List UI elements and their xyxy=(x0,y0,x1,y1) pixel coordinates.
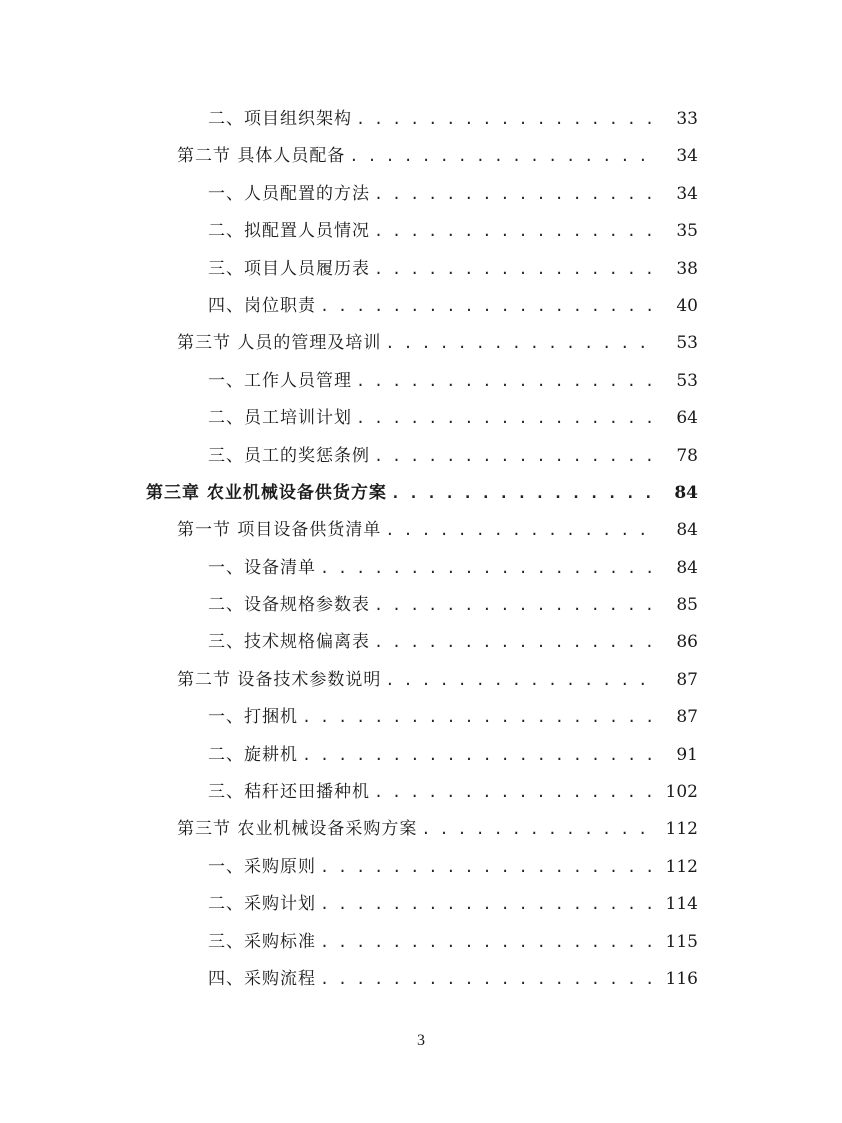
dot-leader xyxy=(320,961,656,998)
toc-entry-page: 34 xyxy=(676,146,698,167)
toc-entry[interactable] xyxy=(0,101,842,138)
toc-entry-page: 85 xyxy=(676,595,698,616)
dot-leader xyxy=(374,176,656,213)
toc-entry-title: 第三章 农业机械设备供货方案 xyxy=(146,482,387,503)
toc-entry-title: 第三节 农业机械设备采购方案 xyxy=(177,819,418,840)
dot-leader xyxy=(374,587,656,624)
dot-leader xyxy=(320,886,656,923)
dot-leader xyxy=(356,363,656,400)
toc-entry-title: 第二节 具体人员配备 xyxy=(177,146,346,167)
dot-leader xyxy=(349,138,656,175)
toc-entry-title: 三、秸秆还田播种机 xyxy=(208,782,370,803)
dot-leader xyxy=(385,512,656,549)
dot-leader xyxy=(374,774,656,811)
dot-leader xyxy=(356,400,656,437)
toc-entry-title: 第三节 人员的管理及培训 xyxy=(177,333,382,354)
toc-entry-title: 一、工作人员管理 xyxy=(208,370,352,391)
toc-entry-page: 64 xyxy=(676,408,698,429)
dot-leader xyxy=(320,924,656,961)
toc-entry-page: 84 xyxy=(676,520,698,541)
toc-entry[interactable] xyxy=(0,176,842,213)
toc-entry[interactable] xyxy=(0,737,842,774)
toc-entry-title: 二、设备规格参数表 xyxy=(208,595,370,616)
dot-leader xyxy=(320,550,656,587)
toc-entry-title: 四、采购流程 xyxy=(208,968,316,989)
toc-entry-page: 115 xyxy=(665,931,698,952)
toc-entry-title: 四、岗位职责 xyxy=(208,295,316,316)
toc-entry[interactable] xyxy=(0,325,842,362)
dot-leader xyxy=(302,737,656,774)
toc-entry[interactable] xyxy=(0,363,842,400)
toc-entry-page: 40 xyxy=(676,295,698,316)
toc-entry-title: 二、旋耕机 xyxy=(208,744,298,765)
toc-entry-title: 一、设备清单 xyxy=(208,557,316,578)
toc-entry-title: 一、采购原则 xyxy=(208,856,316,877)
toc-entry[interactable] xyxy=(0,662,842,699)
toc-entry-page: 91 xyxy=(676,744,698,765)
dot-leader xyxy=(374,624,656,661)
toc-entry[interactable] xyxy=(0,961,842,998)
dot-leader xyxy=(374,438,656,475)
toc-entry-page: 87 xyxy=(676,669,698,690)
toc-entry-page: 35 xyxy=(676,221,698,242)
toc-entry[interactable] xyxy=(0,699,842,736)
toc-entry-title: 三、采购标准 xyxy=(208,931,316,952)
toc-entry[interactable] xyxy=(0,587,842,624)
toc-entry[interactable] xyxy=(0,624,842,661)
toc-entry-title: 二、拟配置人员情况 xyxy=(208,221,370,242)
dot-leader xyxy=(385,325,656,362)
toc-entry[interactable] xyxy=(0,213,842,250)
toc-entry-page: 33 xyxy=(676,109,698,129)
toc-entry-page: 86 xyxy=(676,632,698,653)
toc-entry-page: 53 xyxy=(676,370,698,391)
dot-leader xyxy=(391,475,656,512)
toc-entry[interactable] xyxy=(0,849,842,886)
toc-entry[interactable] xyxy=(0,512,842,549)
toc-entry-title: 二、员工培训计划 xyxy=(208,408,352,429)
toc-entry-title: 三、项目人员履历表 xyxy=(208,258,370,279)
toc-entry-title: 一、人员配置的方法 xyxy=(208,183,370,204)
toc-entry-title: 三、技术规格偏离表 xyxy=(208,632,370,653)
toc-entry-page: 112 xyxy=(665,856,698,877)
dot-leader xyxy=(356,101,656,138)
toc-entry[interactable] xyxy=(0,400,842,437)
toc-entry-page: 87 xyxy=(676,707,698,728)
dot-leader xyxy=(385,662,656,699)
toc-entry-page: 84 xyxy=(676,557,698,578)
toc-entry[interactable] xyxy=(0,438,842,475)
toc-entry-title: 第一节 项目设备供货清单 xyxy=(177,520,382,541)
dot-leader xyxy=(302,699,656,736)
toc-entry-page: 53 xyxy=(676,333,698,354)
dot-leader xyxy=(374,251,656,288)
toc-entry[interactable] xyxy=(0,886,842,923)
toc-entry-title: 一、打捆机 xyxy=(208,707,298,728)
toc-entry[interactable] xyxy=(0,550,842,587)
toc-entry-title: 三、员工的奖惩条例 xyxy=(208,445,370,466)
toc-entry[interactable] xyxy=(0,774,842,811)
table-of-contents xyxy=(0,101,842,998)
toc-entry[interactable] xyxy=(0,811,842,848)
dot-leader xyxy=(320,288,656,325)
toc-entry[interactable] xyxy=(0,138,842,175)
toc-entry[interactable] xyxy=(0,251,842,288)
toc-entry-title: 二、采购计划 xyxy=(208,894,316,915)
toc-entry-page: 116 xyxy=(665,968,698,989)
toc-entry[interactable] xyxy=(0,924,842,961)
toc-entry-page: 38 xyxy=(676,258,698,279)
toc-entry[interactable] xyxy=(0,475,842,512)
dot-leader xyxy=(320,849,656,886)
dot-leader xyxy=(374,213,656,250)
toc-entry-page: 34 xyxy=(676,183,698,204)
toc-entry-page: 102 xyxy=(665,782,698,803)
toc-entry-title: 二、项目组织架构 xyxy=(208,109,352,129)
page-number: 3 xyxy=(417,1032,425,1049)
toc-entry[interactable] xyxy=(0,288,842,325)
toc-entry-page: 78 xyxy=(676,445,698,466)
toc-entry-title: 第二节 设备技术参数说明 xyxy=(177,669,382,690)
toc-entry-page: 114 xyxy=(665,894,698,915)
toc-entry-page: 84 xyxy=(674,482,698,503)
dot-leader xyxy=(421,811,656,848)
toc-entry-page: 112 xyxy=(665,819,698,840)
